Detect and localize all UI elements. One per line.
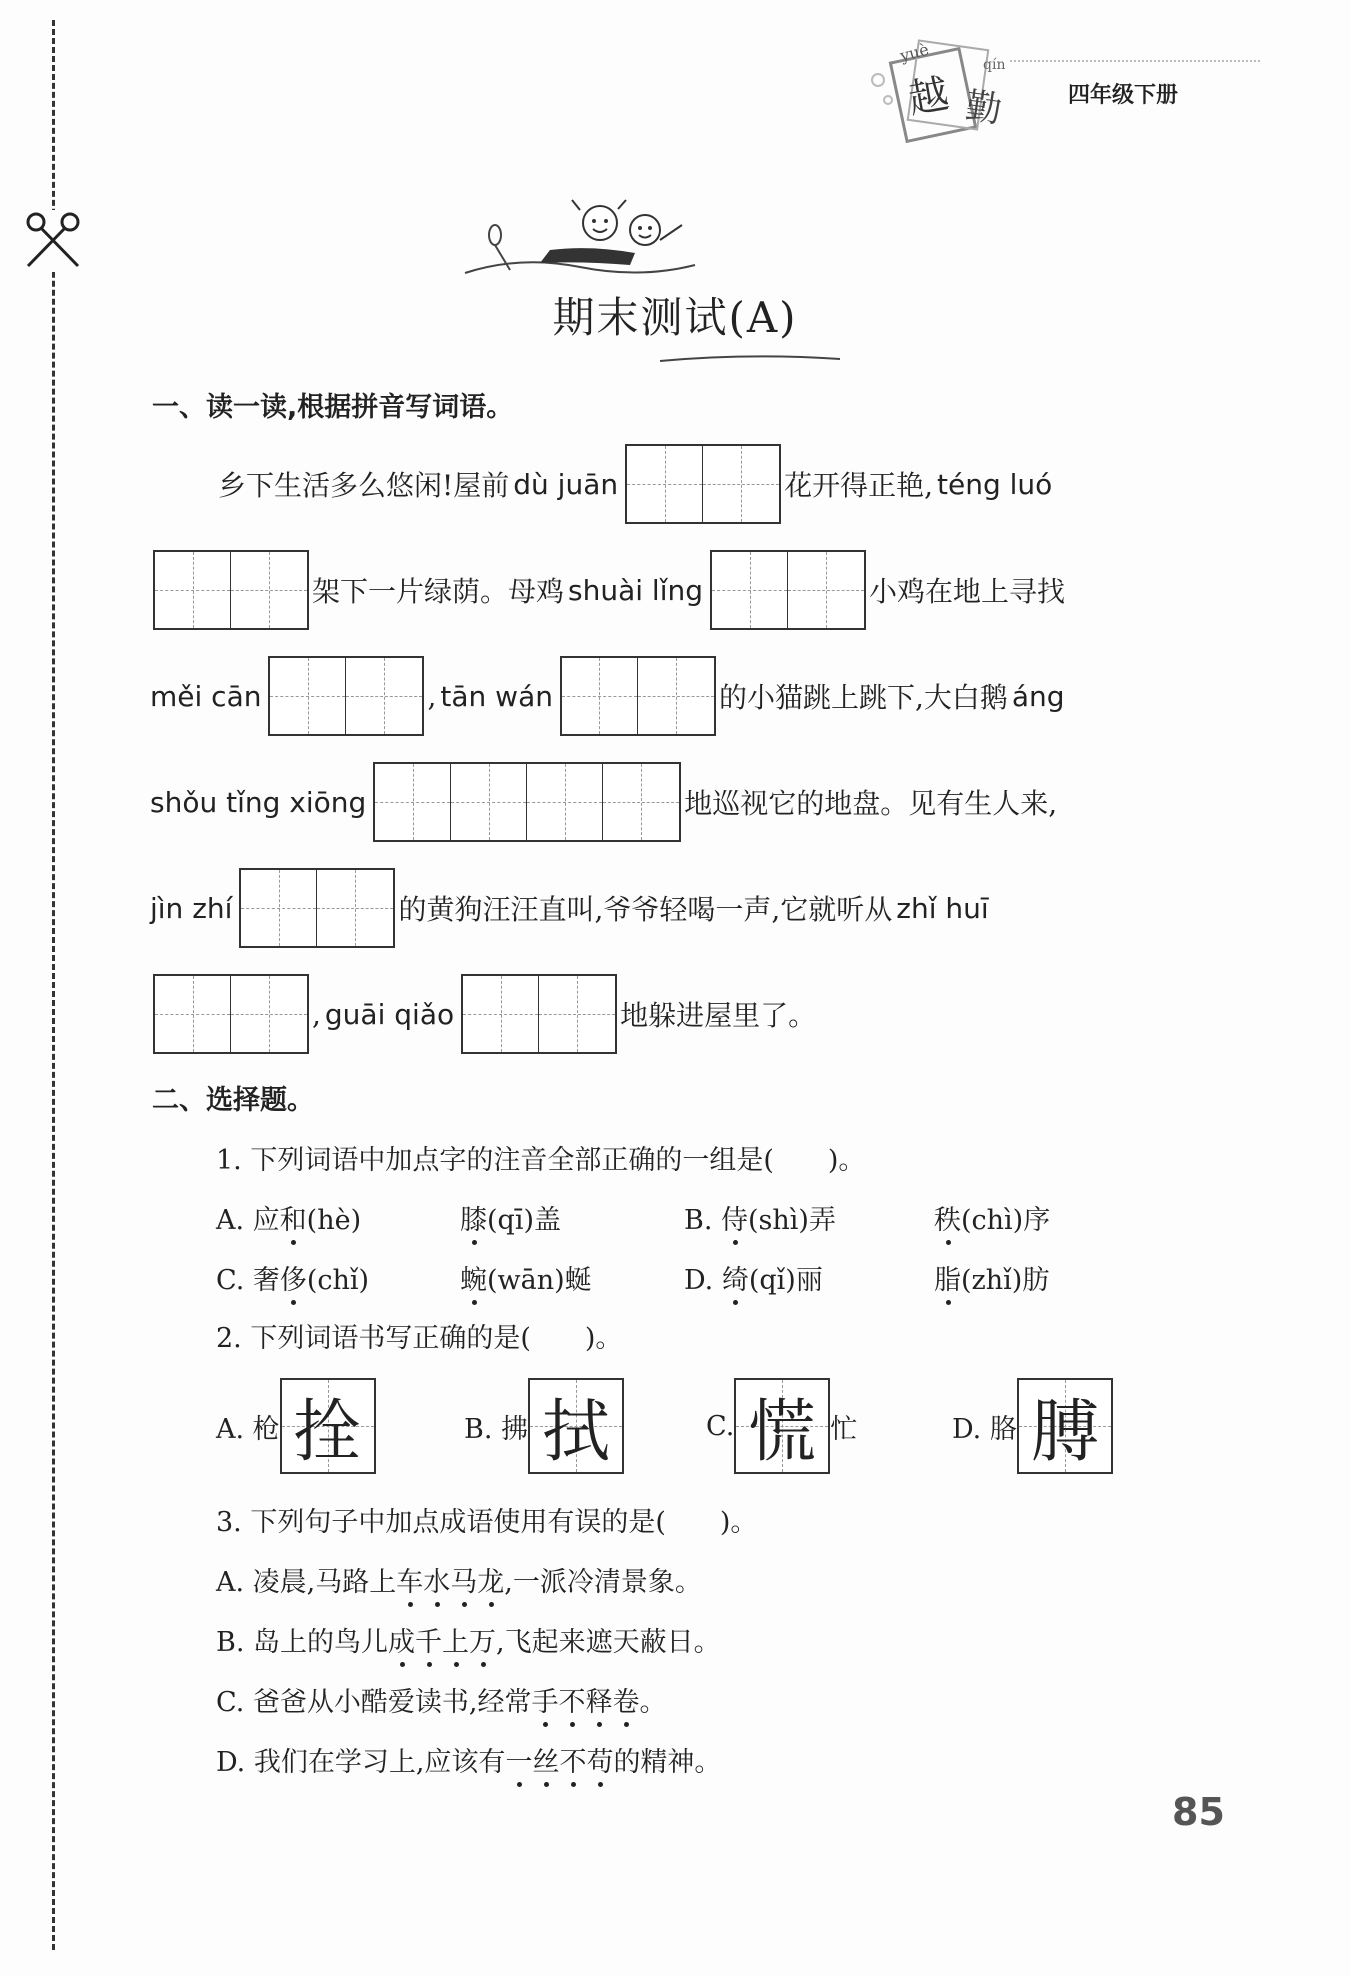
- pinyin-prompt: shuài lǐng: [568, 573, 704, 607]
- answer-grid[interactable]: [373, 762, 681, 842]
- q3-option-d[interactable]: D. 我们在学习上,应该有一丝不苟的精神。: [216, 1747, 722, 1778]
- passage-line-6: [150, 974, 816, 1054]
- passage-line-2: [150, 550, 1065, 630]
- kids-illustration: [460, 195, 700, 285]
- page-title: 期末测试(A): [552, 293, 798, 342]
- passage-text: 花开得正艳,: [784, 469, 934, 502]
- q2-option-a[interactable]: A. 枪 拴: [216, 1378, 376, 1474]
- pinyin-prompt: guāi qiǎo: [324, 997, 455, 1031]
- pinyin-prompt: měi cān: [150, 679, 262, 713]
- passage-text: 架下一片绿荫。母鸡: [312, 575, 565, 608]
- passage-text: 小鸡在地上寻找: [869, 575, 1066, 608]
- section-2-heading: 二、选择题。: [152, 1085, 314, 1116]
- q1-option-c2: 蜿(wān)蜒: [460, 1265, 592, 1296]
- answer-grid[interactable]: [153, 550, 309, 630]
- page-number: 85: [1172, 1790, 1225, 1834]
- q1-option-d1[interactable]: D. 绮(qǐ)丽: [684, 1265, 823, 1296]
- q1-option-c1[interactable]: C. 奢侈(chǐ): [216, 1265, 370, 1296]
- answer-grid[interactable]: [560, 656, 716, 736]
- passage-text: 地巡视它的地盘。见有生人来,: [684, 787, 1058, 820]
- q1-option-d2: 脂(zhǐ)肪: [934, 1265, 1050, 1296]
- pinyin-prompt: jìn zhí: [150, 891, 233, 925]
- pinyin-prompt: zhǐ huī: [896, 891, 989, 925]
- q2-option-d[interactable]: D. 胳 膊: [952, 1378, 1113, 1474]
- brand-logo: [858, 25, 1038, 155]
- answer-grid[interactable]: [625, 444, 781, 524]
- q2-option-c[interactable]: C. 慌 忙: [706, 1378, 857, 1474]
- title-underline: [660, 350, 840, 362]
- passage-text: ,: [312, 997, 321, 1031]
- pinyin-prompt: tān wán: [440, 679, 553, 713]
- header-rule: [1010, 60, 1260, 62]
- q1-option-b2: 秩(chì)序: [934, 1205, 1051, 1236]
- q3-option-a[interactable]: A. 凌晨,马路上车水马龙,一派冷清景象。: [216, 1567, 702, 1598]
- logo-pinyin: yuè: [898, 39, 931, 66]
- passage-line-5: [150, 868, 993, 948]
- logo-character: 越: [904, 70, 953, 124]
- question-2-stem: 2. 下列词语书写正确的是( )。: [216, 1323, 623, 1354]
- pinyin-prompt: áng: [1011, 679, 1065, 713]
- scissors-icon: [22, 210, 84, 272]
- logo-pinyin: qín: [983, 57, 1006, 73]
- pinyin-prompt: shǒu tǐng xiōng: [150, 785, 367, 819]
- passage-line-1: [218, 444, 1056, 524]
- q1-option-a1[interactable]: A. 应和(hè): [216, 1205, 362, 1236]
- answer-grid[interactable]: [239, 868, 395, 948]
- passage-text: 地躲进屋里了。: [620, 999, 817, 1032]
- character-box: 慌: [734, 1378, 830, 1474]
- grade-label: 四年级下册: [1068, 83, 1179, 108]
- answer-grid[interactable]: [710, 550, 866, 630]
- passage-text: 的小猫跳上跳下,大白鹅: [718, 681, 1008, 714]
- question-3-stem: 3. 下列句子中加点成语使用有误的是( )。: [216, 1507, 758, 1538]
- passage-line-4: [150, 762, 1057, 842]
- passage-text: 的黄狗汪汪直叫,爷爷轻喝一声,它就听从: [398, 893, 893, 926]
- answer-grid[interactable]: [268, 656, 424, 736]
- question-1-stem: 1. 下列词语中加点字的注音全部正确的一组是( )。: [216, 1145, 866, 1176]
- character-box: 拭: [528, 1378, 624, 1474]
- answer-grid[interactable]: [461, 974, 617, 1054]
- pinyin-prompt: téng luó: [937, 467, 1053, 501]
- q2-option-b[interactable]: B. 拂 拭: [464, 1378, 624, 1474]
- pinyin-prompt: dù juān: [513, 467, 619, 501]
- logo-character: 勤: [962, 85, 1005, 132]
- character-box: 膊: [1017, 1378, 1113, 1474]
- q3-option-c[interactable]: C. 爸爸从小酷爱读书,经常手不释卷。: [216, 1687, 667, 1718]
- character-box: 拴: [280, 1378, 376, 1474]
- passage-line-3: [150, 656, 1069, 736]
- q1-option-b1[interactable]: B. 侍(shì)弄: [684, 1205, 836, 1236]
- passage-text: ,: [427, 679, 437, 713]
- q1-option-a2: 膝(qī)盖: [460, 1205, 561, 1236]
- answer-grid[interactable]: [153, 974, 309, 1054]
- passage-text: 乡下生活多么悠闲!屋前: [218, 469, 510, 502]
- section-1-heading: 一、读一读,根据拼音写词语。: [152, 392, 514, 423]
- q3-option-b[interactable]: B. 岛上的鸟儿成千上万,飞起来遮天蔽日。: [216, 1627, 721, 1658]
